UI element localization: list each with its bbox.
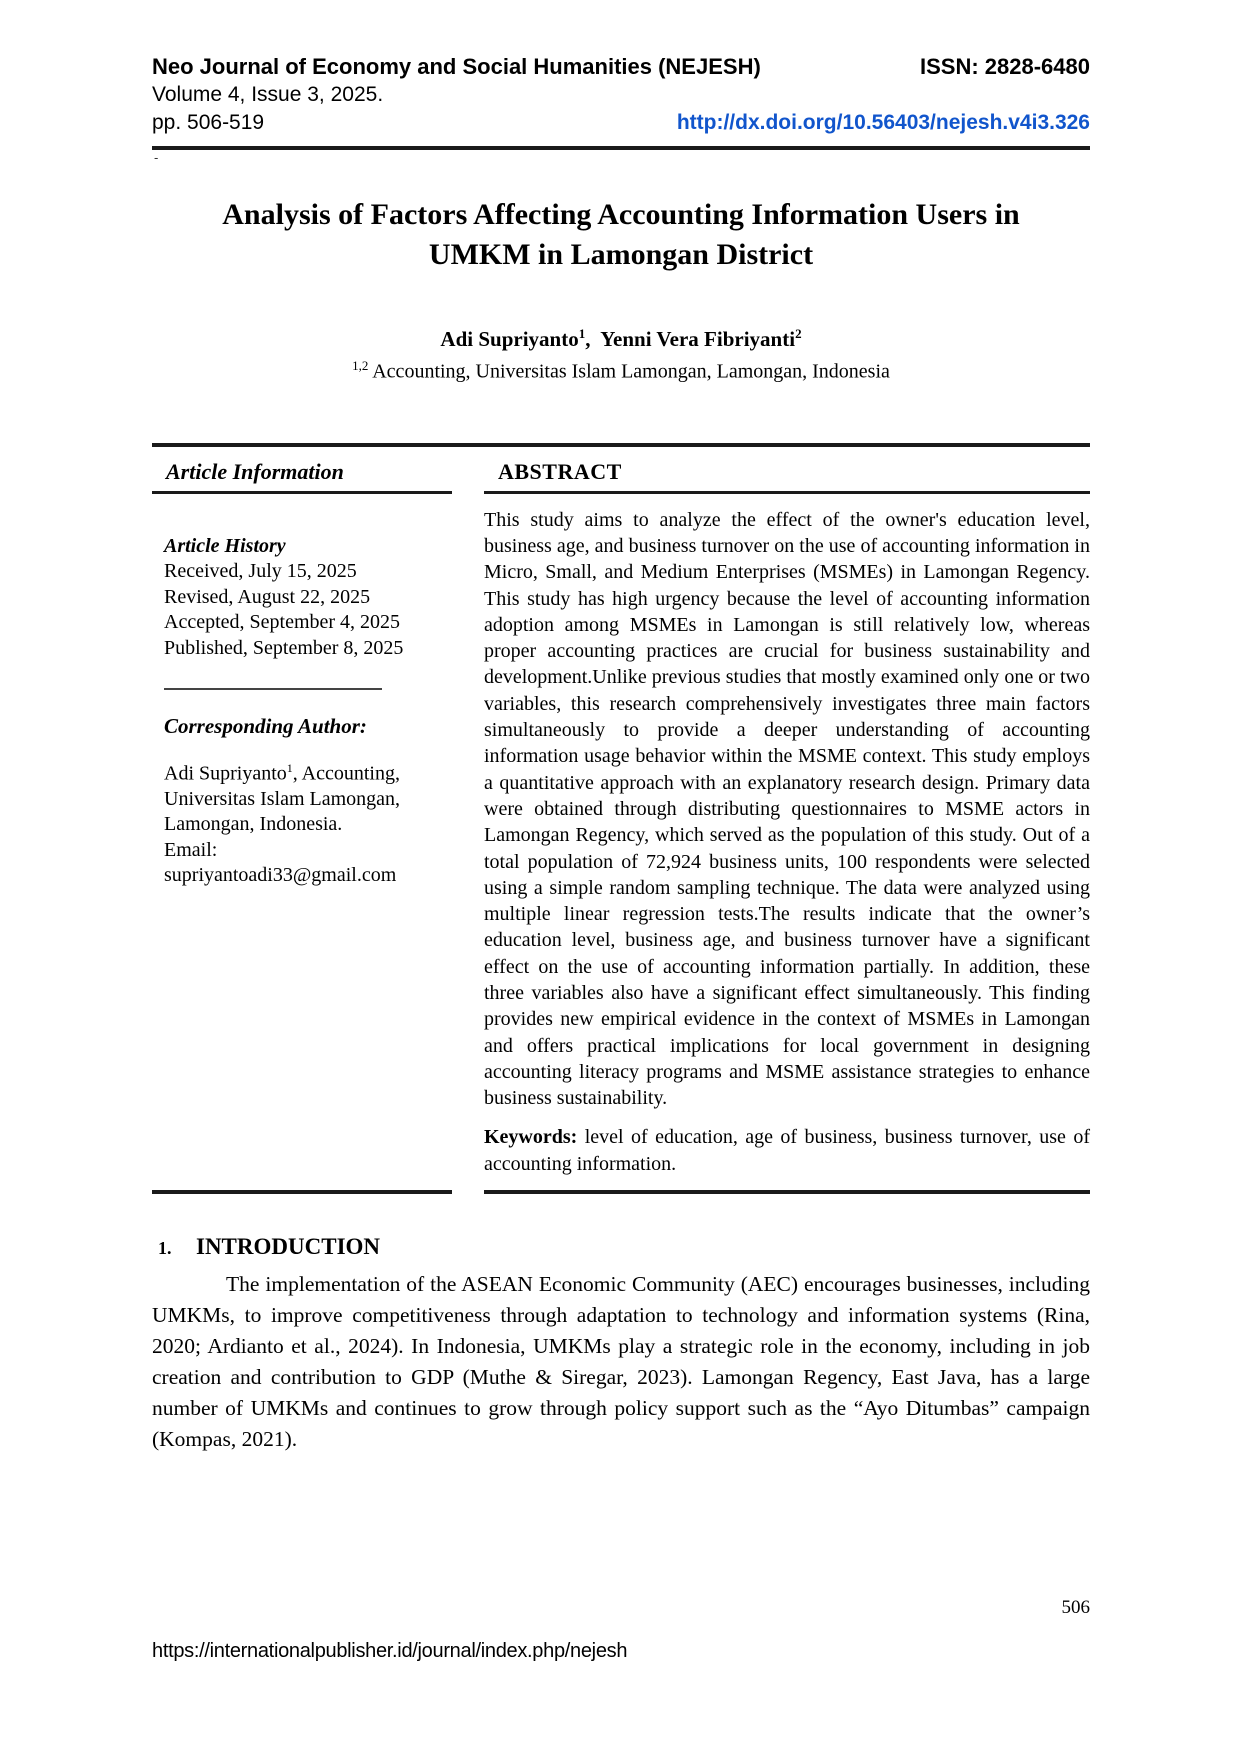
section-top-rule [152, 443, 1090, 447]
introduction-heading: INTRODUCTION [196, 1234, 381, 1260]
history-published: Published, September 8, 2025 [164, 636, 404, 659]
abstract-text: This study aims to analyze the effect of the owner's education level, business age, and business turnover on the use of accounting information in Micro, Small, and Medium Enterprises (MSMEs) in Lamongan Regency. This study has high urgency because the level of accounting information adoption among MSMEs in Lamongan is still relatively low, whereas proper accounting practices are crucial for business sustainability and development.Unlike previous studies that mostly examined only one or two variables, this research comprehensively investigates three main factors simultaneously to provide a deeper understanding of accounting information usage behavior within the MSME context. This study employs a quantitative approach with an explanatory research design. Primary data were obtained through distributing questionnaires to MSME actors in Lamongan Regency, which served as the population of this study. Out of a total population of 72,924 business units, 100 respondents were selected using a simple random sampling technique. The data were analyzed using multiple linear regression tests.The results indicate that the owner’s education level, business age, and business turnover have a significant effect on the use of accounting information partially. In addition, these three variables also have a significant effect simultaneously. This finding provides new empirical evidence in the context of MSMEs in Lamongan and offers practical implications for local government in designing accounting literacy programs and MSME assistance strategies to enhance business sustainability. [484, 508, 1090, 1110]
left-column-bottom-rule [152, 1190, 452, 1194]
header-dash-mark: - [154, 150, 159, 165]
history-accepted: Accepted, September 4, 2025 [164, 611, 401, 634]
article-information-column [152, 457, 452, 1177]
email-address: supriyantoadi33@gmail.com [164, 864, 397, 887]
section-bottom-rules [152, 1190, 1090, 1194]
header-row-1 [152, 53, 1090, 81]
introduction-section [152, 1234, 1090, 1455]
volume-issue: Volume 4, Issue 3, 2025. [152, 83, 384, 106]
abstract-heading-underline [484, 457, 1090, 494]
keywords-text: level of education, age of business, business turnover, use of accounting information. [484, 1126, 1090, 1175]
keywords-label: Keywords: [484, 1126, 578, 1149]
email-label: Email: [164, 838, 218, 861]
affiliation-superscript: 1,2 [352, 358, 369, 373]
article-information-heading-underline [152, 457, 452, 494]
page-number: 506 [1061, 1597, 1090, 1618]
left-column-divider [164, 688, 382, 690]
corresponding-author-text [164, 756, 452, 838]
authors-line [152, 321, 1090, 352]
right-column-bottom-rule [484, 1190, 1090, 1194]
footer-url: https://internationalpublisher.id/journal/index.php/nejesh [152, 1640, 628, 1662]
corresponding-author-superscript: 1 [286, 760, 293, 775]
author-2-name: Yenni Vera Fibriyanti [600, 327, 796, 351]
affiliation-line [152, 353, 1090, 385]
affiliation-text: Accounting, Universitas Islam Lamongan, Lamongan, Indonesia [368, 360, 890, 383]
introduction-paragraph: The implementation of the ASEAN Economic Community (AEC) encourages businesses, including UMKMs, to improve competitiveness through adaptation to technology and information systems (Rina, 2020; Ardianto et al., 2024). In Indonesia, UMKMs play a strategic role in the economy, including in job creation and contribution to GDP (Muthe & Siregar, 2023). Lamongan Regency, East Java, has a large number of UMKMs and continues to grow through policy support such as the “Ayo Ditumbas” campaign (Kompas, 2021). [152, 1272, 1090, 1452]
corresponding-author-heading: Corresponding Author: [164, 714, 367, 739]
journal-name: Neo Journal of Economy and Social Humanities (NEJESH) [152, 54, 761, 79]
page-range: pp. 506-519 [152, 111, 265, 134]
article-title: Analysis of Factors Affecting Accounting Information Users in UMKM in Lamongan District [222, 198, 1020, 271]
corresponding-author-name: Adi Supriyanto [164, 762, 287, 785]
authors-separator: , [585, 327, 601, 351]
article-history-heading: Article History [164, 534, 286, 557]
page-header [152, 0, 1090, 165]
corresponding-author-affiliation: , Accounting, Universitas Islam Lamongan, Lamongan, Indonesia. [164, 762, 401, 836]
two-column-layout [152, 457, 1090, 1177]
article-information-body [152, 534, 452, 889]
issn-label: ISSN: 2828-6480 [920, 54, 1090, 79]
doi-link[interactable]: http://dx.doi.org/10.56403/nejesh.v4i3.326 [676, 111, 1090, 134]
info-abstract-section [152, 443, 1090, 1194]
article-information-heading: Article Information [166, 458, 344, 484]
author-1-superscript: 1 [578, 326, 586, 341]
abstract-heading: ABSTRACT [498, 458, 622, 484]
author-2-superscript: 2 [795, 326, 802, 341]
history-revised: Revised, August 22, 2025 [164, 585, 371, 608]
section-number: 1. [158, 1238, 172, 1259]
header-row-2 [152, 81, 1090, 109]
author-1-name: Adi Supriyanto [440, 327, 579, 351]
abstract-column [484, 457, 1090, 1177]
header-row-3 [152, 109, 1090, 137]
history-received: Received, July 15, 2025 [164, 560, 357, 583]
keywords-line [484, 1124, 1090, 1177]
introduction-heading-row [152, 1234, 1090, 1260]
